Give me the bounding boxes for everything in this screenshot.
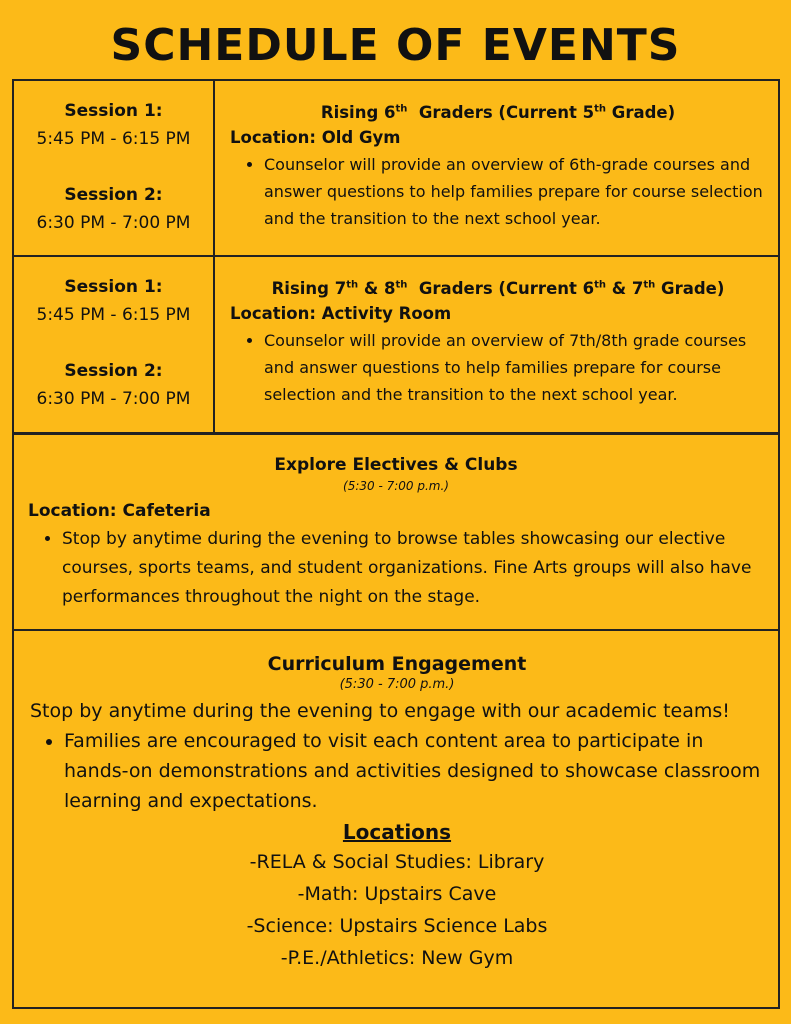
curriculum-bullets [30, 726, 764, 816]
session-times-cell [14, 257, 215, 432]
list-item: • Counselor will provide an overview of 7th/8th grade courses and answer questions to help families prepare for course selection and the transition to the next school year. [264, 327, 766, 408]
electives-time: (5:30 - 7:00 p.m.) [343, 479, 449, 493]
location-line: -Science: Upstairs Science Labs [246, 915, 548, 937]
curriculum-heading: Curriculum Engagement [267, 653, 527, 675]
session-1-label: Session 1: [64, 277, 163, 297]
session-2-time: 6:30 PM - 7:00 PM [36, 213, 191, 233]
schedule-row-6th [14, 81, 778, 257]
locations-title: Locations [342, 820, 452, 844]
event-heading: Rising 7th & 8th Graders (Current 6th & 7th Grade) [271, 279, 725, 298]
curriculum-section [14, 631, 778, 1007]
list-item: • Families are encouraged to visit each content area to participate in hands-on demonstrations and activities designed to showcase classroom learning and expectations. [64, 726, 764, 816]
curriculum-time: (5:30 - 7:00 p.m.) [339, 677, 455, 692]
location-line: -RELA & Social Studies: Library [249, 851, 545, 873]
schedule-table [12, 79, 780, 1009]
event-description [215, 257, 778, 432]
session-1-label: Session 1: [64, 101, 163, 121]
electives-heading: Explore Electives & Clubs [274, 455, 518, 475]
event-location: Location: Activity Room [230, 304, 452, 323]
event-description [215, 81, 778, 255]
location-line: -Math: Upstairs Cave [297, 883, 497, 905]
session-1-time: 5:45 PM - 6:15 PM [36, 305, 191, 325]
event-location: Location: Old Gym [230, 128, 401, 147]
session-1-time: 5:45 PM - 6:15 PM [36, 129, 191, 149]
electives-location: Location: Cafeteria [28, 501, 211, 521]
event-bullets [230, 151, 766, 232]
session-2-label: Session 2: [64, 185, 163, 205]
schedule-row-7th-8th [14, 257, 778, 435]
electives-bullets [28, 525, 764, 612]
page-title: SCHEDULE OF EVENTS [110, 20, 681, 71]
electives-section [14, 435, 778, 631]
session-2-label: Session 2: [64, 361, 163, 381]
session-2-time: 6:30 PM - 7:00 PM [36, 389, 191, 409]
curriculum-intro: Stop by anytime during the evening to engage with our academic teams! [30, 700, 730, 722]
list-item: • Stop by anytime during the evening to browse tables showcasing our elective courses, sports teams, and student organizations. Fine Arts groups will also have performances throughout the night on the stage. [62, 525, 764, 612]
session-times-cell [14, 81, 215, 255]
list-item: • Counselor will provide an overview of 6th-grade courses and answer questions to help families prepare for course selection and the transition to the next school year. [264, 151, 766, 232]
event-bullets [230, 327, 766, 408]
event-heading: Rising 6th Graders (Current 5th Grade) [320, 103, 676, 122]
location-line: -P.E./Athletics: New Gym [280, 947, 514, 969]
